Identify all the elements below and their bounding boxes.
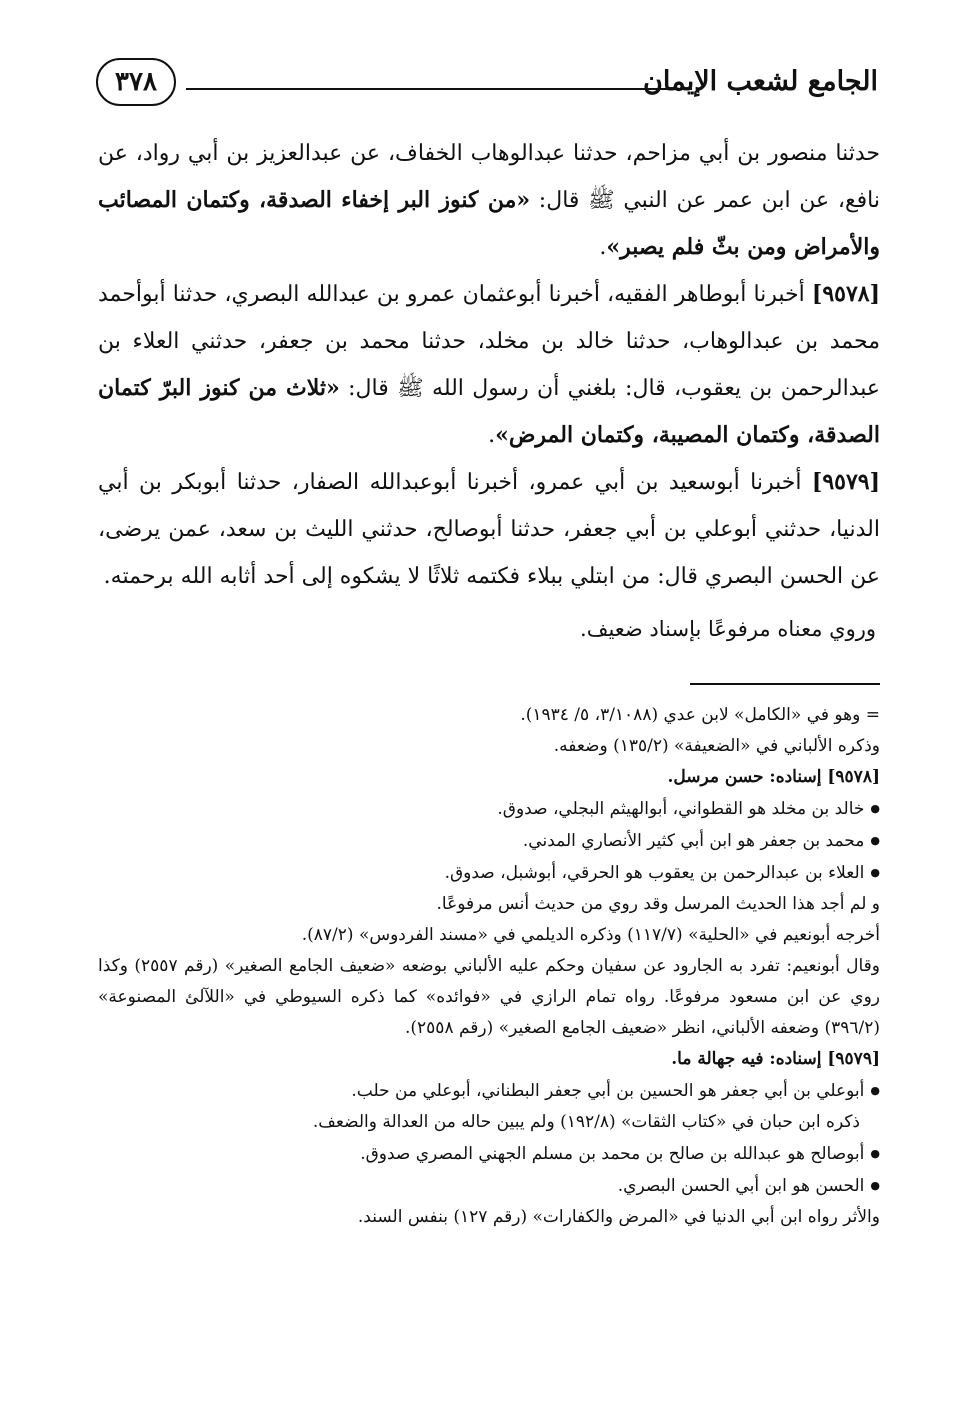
footnote-line: والأثر رواه ابن أبي الدنيا في «المرض والكفارات» (رقم ١٢٧) بنفس السند. <box>357 1207 880 1227</box>
footnotes <box>98 700 880 1233</box>
footnote-line: = وهو في «الكامل» لابن عدي (٣/١٠٨٨، ٥/ ١٩٣٤). <box>520 705 880 725</box>
footnote-separator <box>690 683 880 685</box>
page-header <box>96 58 878 128</box>
footnote-heading-text: إسناده: فيه جهالة ما. <box>671 1049 828 1069</box>
footnote-heading <box>98 762 880 793</box>
punctuation: . <box>488 423 496 448</box>
punctuation: . <box>599 235 607 260</box>
main-text <box>98 130 880 653</box>
footnote-number: [٩٥٧٩] <box>827 1049 880 1069</box>
footnote-bullet: ● محمد بن جعفر هو ابن أبي كثير الأنصاري المدني. <box>98 825 880 857</box>
narration-text: حدثنا منصور بن أبي مزاحم، حدثنا عبدالوهاب الخفاف، عن عبدالعزيز بن أبي رواد، عن نافع، عن ابن عمر عن النبي ﷺ قال: <box>98 141 881 213</box>
footnote-line: وذكره الألباني في «الضعيفة» (١٣٥/٢) وضعفه. <box>553 736 880 756</box>
hadith-number: [٩٥٧٨] <box>811 281 880 307</box>
footnote-bullet: ● خالد بن مخلد هو القطواني، أبوالهيثم البجلي، صدوق. <box>98 793 880 825</box>
footnote-heading-text: إسناده: حسن مرسل. <box>667 767 828 787</box>
paragraph-continuation <box>98 130 880 271</box>
paragraph-9578 <box>98 271 880 459</box>
running-title: الجامع لشعب الإيمان <box>643 66 878 97</box>
footnote-bullet: ● أبوصالح هو عبدالله بن صالح بن محمد بن مسلم الجهني المصري صدوق. <box>98 1138 880 1170</box>
page-number: ٣٧٨ <box>96 58 176 106</box>
footnote-number: [٩٥٧٨] <box>827 767 880 787</box>
footnote-bullet: ● العلاء بن عبدالرحمن بن يعقوب هو الحرقي، أبوشبل، صدوق. <box>98 857 880 889</box>
narration-text: أخبرنا أبوطاهر الفقيه، أخبرنا أبوعثمان عمرو بن عبدالله البصري، حدثنا أبوأحمد محمد بن عبدالوهاب، حدثنا خالد بن مخلد، حدثنا محمد بن جعفر، حدثني العلاء بن عبدالرحمن بن يعقوب، قال: بلغني أن رسول الله ﷺ قال: <box>98 282 880 401</box>
header-rule <box>186 88 692 90</box>
editor-note: وروي معناه مرفوعًا بإسناد ضعيف. <box>580 617 876 641</box>
footnote-line: و لم أجد هذا الحديث المرسل وقد روي من حديث أنس مرفوعًا. <box>436 894 880 914</box>
footnote-line: ذكره ابن حبان في «كتاب الثقات» (١٩٢/٨) ولم يبين حاله من العدالة والضعف. <box>312 1112 860 1132</box>
footnote-heading <box>98 1044 880 1075</box>
footnote-line: وقال أبونعيم: تفرد به الجارود عن سفيان وحكم عليه الألباني بوضعه «ضعيف الجامع الصغير» (رقم ٢٥٥٧) وكذا روي عن ابن مسعود مرفوعًا. رواه تمام الرازي في «فوائده» كما ذكره السيوطي في «اللآلئ المصنوعة» (٣٩٦/٢) وضعفه الألباني، انظر «ضعيف الجامع الصغير» (رقم ٢٥٥٨). <box>98 956 880 1038</box>
footnote-bullet: ● الحسن هو ابن أبي الحسن البصري. <box>98 1170 880 1202</box>
narration-text: أخبرنا أبوسعيد بن أبي عمرو، أخبرنا أبوعبدالله الصفار، حدثنا أبوبكر بن أبي الدنيا، حدثني أبوعلي بن أبي جعفر، حدثنا أبوصالح، حدثني الليث بن سعد، عمن يرضى، عن الحسن البصري قال: من ابتلي ببلاء فكتمه ثلاثًا لا يشكوه إلى أحد أثابه الله برحمته. <box>98 470 880 589</box>
paragraph-9579 <box>98 459 880 600</box>
footnote-bullet: ● أبوعلي بن أبي جعفر هو الحسين بن أبي جعفر البطناني، أبوعلي من حلب. <box>98 1075 880 1107</box>
hadith-quote: «ثلاث من كنوز البرّ كتمان الصدقة، وكتمان المصيبة، وكتمان المرض» <box>98 375 880 448</box>
hadith-quote: «من كنوز البر إخفاء الصدقة، وكتمان المصائب والأمراض ومن بثّ فلم يصبر» <box>98 187 880 260</box>
hadith-number: [٩٥٧٩] <box>811 469 880 495</box>
footnote-line: أخرجه أبونعيم في «الحلية» (١١٧/٧) وذكره الديلمي في «مسند الفردوس» (٨٧/٢). <box>301 925 880 945</box>
